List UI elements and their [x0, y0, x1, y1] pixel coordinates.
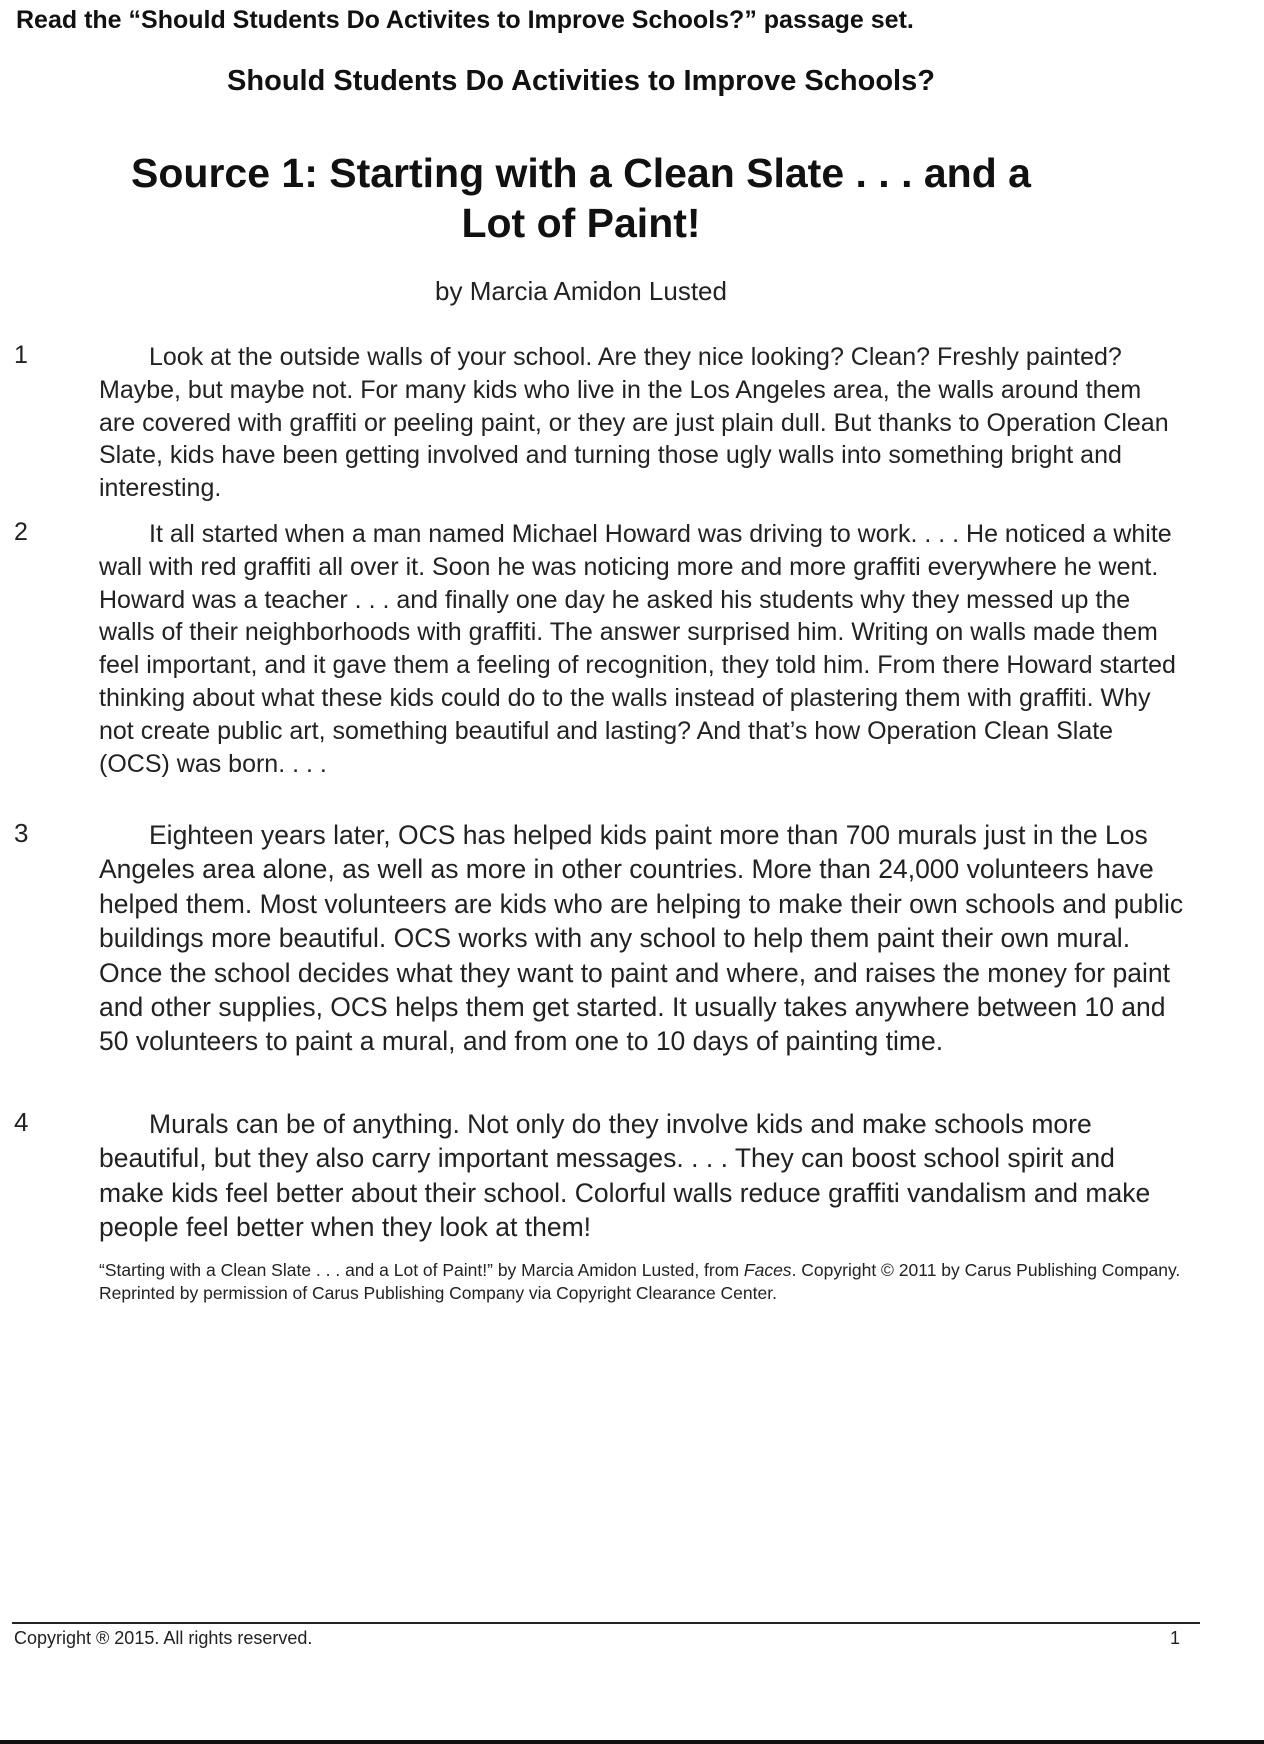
paragraph-text: Murals can be of anything. Not only do they involve kids and make schools more beautiful, but they also carry important messages. . . . They can boost school spirit and make kids feel better about their school. Colorful walls reduce graffiti vandalism and make people feel better when they look at them! — [99, 1109, 1151, 1243]
passage-set-title: Should Students Do Activities to Improve Schools? — [227, 65, 935, 97]
source-title: Source 1: Starting with a Clean Slate . . . and a Lot of Paint! — [131, 150, 1031, 246]
source-citation — [99, 1259, 1199, 1305]
paragraph-number: 4 — [14, 1107, 29, 1137]
page-number: 1 — [1170, 1628, 1181, 1648]
passage-instruction: Read the “Should Students Do Activites to Improve Schools?” passage set. — [16, 6, 914, 34]
paragraph-number: 1 — [14, 341, 28, 369]
footer-divider — [12, 1622, 1200, 1624]
citation-lead: “Starting with a Clean Slate . . . and a Lot of Paint!” by Marcia Amidon Lusted, from — [99, 1260, 744, 1280]
citation-rest: . Copyright © 2011 by Carus Publishing Company. Reprinted by permission of Carus Publishing Company via Copyright Clearance Center. — [99, 1260, 1181, 1303]
paragraph-text: It all started when a man named Michael Howard was driving to work. . . . He noticed a white wall with red graffiti all over it. Soon he was noticing more and more graffiti everywhere he went. Howard was a teacher . . . and finally one day he asked his students why they messed up the walls of their neighborhoods with graffiti. The answer surprised him. Writing on walls made them feel important, and it gave them a feeling of recognition, they told him. From there Howard started thinking about what these kids could do to the walls instead of plastering them with graffiti. Why not create public art, something beautiful and lasting? And that’s how Operation Clean Slate (OCS) was born. . . . — [99, 520, 1176, 778]
page-bottom-edge — [0, 1740, 1264, 1744]
author-byline: by Marcia Amidon Lusted — [435, 276, 727, 306]
citation-source-title: Faces — [743, 1260, 792, 1280]
paragraph-text: Look at the outside walls of your school. Are they nice looking? Clean? Freshly painted? Maybe, but maybe not. For many kids who live in the Los Angeles area, the walls around them are covered with graffiti or peeling paint, or they are just plain dull. But thanks to Operation Clean Slate, kids have been getting involved and turning those ugly walls into something bright and interesting. — [99, 343, 1169, 503]
paragraph-number: 2 — [14, 518, 28, 546]
paragraph-text: Eighteen years later, OCS has helped kids paint more than 700 murals just in the Los Angeles area alone, as well as more in other countries. More than 24,000 volunteers have helped them. Most volunteers are kids who are helping to make their own schools and public buildings more beautiful. OCS works with any school to help them paint their own mural. Once the school decides what they want to paint and where, and raises the money for paint and other supplies, OCS helps them get started. It usually takes anywhere between 10 and 50 volunteers to paint a mural, and from one to 10 days of painting time. — [99, 820, 1184, 1057]
paragraph-number: 3 — [14, 818, 29, 848]
footer-copyright: Copyright ® 2015. All rights reserved. — [14, 1628, 313, 1648]
